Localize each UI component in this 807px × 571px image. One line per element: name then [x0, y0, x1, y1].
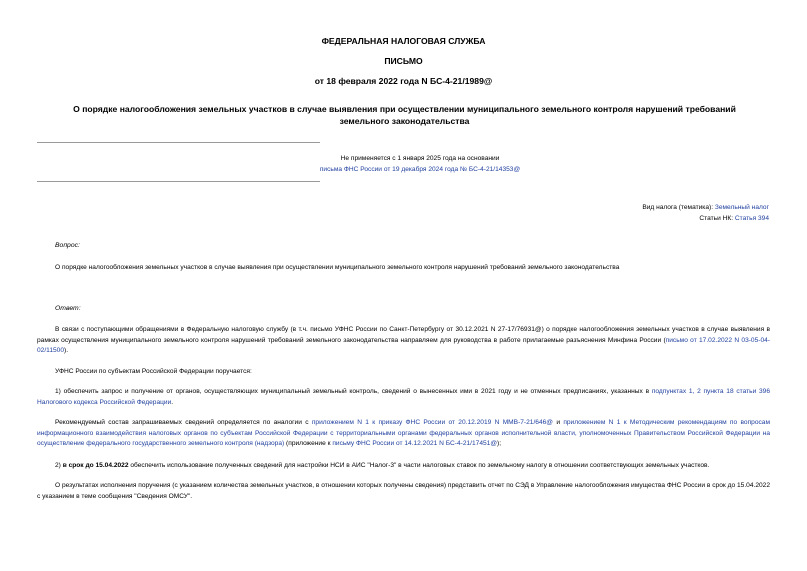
answer-paragraph-5: [37, 461, 770, 472]
answer-p5-text: обеспечить использование полученных сведений для настройки НСИ в АИС "Налог-3" в части налоговых ставок по земельному налогу в отношении соответствующих земельных участков.: [128, 462, 710, 469]
document-title: О порядке налогообложения земельных участков в случае выявления при осуществлении муниципального земельного контроля нарушений требований земельного законодательства: [73, 104, 736, 126]
minfin-letter-link[interactable]: письмо от 17.02.2022 N 03-05-04-02/11500: [37, 336, 770, 355]
answer-p5-deadline: в срок до 15.04.2022: [62, 462, 129, 469]
answer-paragraph-2: УФНС России по субъектам Российской Федерации поручается:: [55, 368, 252, 375]
question-label: Вопрос:: [55, 242, 80, 249]
fns-letter-link[interactable]: письму ФНС России от 14.12.2021 N БС-4-21/17451@: [332, 440, 498, 448]
answer-p4-mid: и: [553, 419, 564, 426]
divider-top: [37, 142, 320, 143]
answer-paragraph-6: О результатах исполнения поручения (с указанием количества земельных участков, в отношении которых получены сведения) представить отчет по СЭД в Управление налогообложения имущества ФНС России в срок до 15.04.2022 с указанием в теме сообщения "Сведения ОМСУ".: [37, 482, 770, 500]
answer-paragraph-4: [37, 418, 770, 450]
tax-code-link[interactable]: подпунктах 1, 2 пункта 18 статьи 396 Налогового кодекса Российской Федерации: [37, 388, 770, 406]
answer-paragraph-3: [37, 387, 770, 408]
answer-p1-text: В связи с поступающими обращениями в Федеральную налоговую службу (в т.ч. письмо УФНС России по Санкт-Петербургу от 30.12.2021 N 27-17/76931@) о порядке налогообложения земельных участков в случае выявления в рамках осуществления муниципального земельного контроля нарушений требований земельного законодательства направляем для руководства в работе прилагаемые разъяснения Минфина России (: [37, 326, 770, 344]
validity-notice: [140, 153, 700, 175]
answer-p3-end: .: [171, 398, 174, 406]
answer-p4-after: (приложение к: [284, 440, 333, 448]
tax-type-label: Вид налога (тематика):: [642, 204, 714, 211]
agency-name: ФЕДЕРАЛЬНАЯ НАЛОГОВАЯ СЛУЖБА: [321, 36, 486, 46]
tax-type-link[interactable]: Земельный налог: [714, 204, 769, 211]
answer-p4-end: );: [497, 440, 502, 448]
fns-order-link[interactable]: приложением N 1 к приказу ФНС России от 20.12.2019 N ММВ-7-21/646@: [311, 419, 553, 426]
tax-article-label: Статьи НК:: [699, 215, 734, 222]
validity-notice-link[interactable]: письма ФНС России от 19 декабря 2024 года № БС-4-21/14353@: [319, 166, 521, 173]
tax-article-line: [699, 213, 769, 224]
tax-article-link[interactable]: Статья 394: [734, 215, 769, 222]
answer-paragraph-1: [37, 325, 770, 357]
methodical-recommendations-link[interactable]: приложением N 1 к Методическим рекомендациям по вопросам информационного взаимодействия налоговых органов по субъектам Российской Федерации с территориальными органами федеральных органов исполнительной власти, уполномоченных Правительством Российской Федерации на осуществление федерального государственного земельного контроля (надзора): [37, 419, 770, 448]
document-type: ПИСЬМО: [384, 56, 423, 66]
validity-notice-text: Не применяется с 1 января 2025 года на основании: [340, 155, 500, 162]
answer-p1-end: ).: [64, 347, 69, 355]
divider-bottom: [37, 181, 320, 182]
document-date-number: от 18 февраля 2022 года N БС-4-21/1989@: [314, 76, 493, 86]
answer-p3-text: 1) обеспечить запрос и получение от органов, осуществляющих муниципальный земельный контроль, сведений о вынесенных ими в 2021 году и не отменных предписаниях, указанных в: [55, 388, 652, 395]
question-text: О порядке налогообложения земельных участков в случае выявления при осуществлении муниципального земельного контроля нарушений требований земельного законодательства: [55, 264, 620, 271]
answer-p4-text: Рекомендуемый состав запрашиваемых сведений определяется по аналогии с: [55, 419, 312, 426]
answer-label: Ответ:: [55, 305, 81, 312]
tax-type-line: [642, 202, 769, 213]
answer-p5-prefix: 2): [55, 462, 63, 469]
